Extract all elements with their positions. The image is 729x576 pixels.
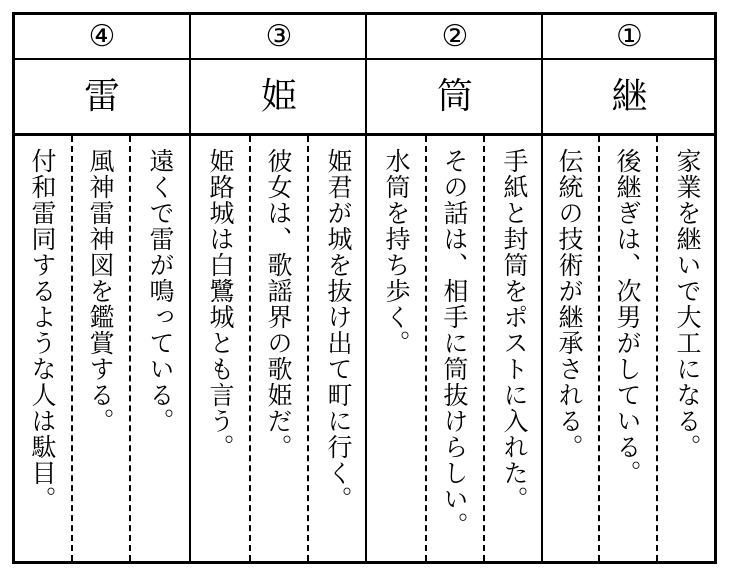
- column-number: ①: [543, 15, 716, 60]
- example-sentence-1: 家業を継いで大工になる。: [673, 148, 702, 460]
- column-3: [189, 15, 367, 561]
- example-sentence-3: 水筒を持ち歩く。: [369, 136, 427, 561]
- example-sentence-2: 後継ぎは、次男がしている。: [600, 136, 658, 561]
- example-sentences: [367, 136, 543, 561]
- column-2: [365, 15, 543, 561]
- example-sentences: [191, 136, 367, 561]
- example-sentences: [15, 136, 189, 561]
- column-kanji: 継: [543, 60, 716, 136]
- example-sentence-1: 姫君が城を抜け出て町に行く。: [324, 148, 353, 512]
- example-sentence-3: 姫路城は白鷺城とも言う。: [193, 136, 251, 561]
- example-sentence-2: 彼女は、歌謡界の歌姫だ。: [251, 136, 309, 561]
- column-kanji: 筒: [367, 60, 543, 136]
- example-sentence-3: 伝統の技術が継承される。: [542, 136, 600, 561]
- column-number: ④: [15, 15, 189, 60]
- column-kanji: 雷: [15, 60, 189, 136]
- example-sentence-3: 付和雷同するような人は駄目。: [15, 136, 73, 561]
- example-sentence-1: 遠くで雷が鳴っている。: [146, 148, 175, 434]
- column-1: [541, 15, 716, 561]
- column-4: [15, 15, 189, 561]
- example-sentence-2: 風神雷神図を鑑賞する。: [73, 136, 131, 561]
- example-sentence-2: その話は、相手に筒抜けらしい。: [427, 136, 485, 561]
- example-sentence-1: 手紙と封筒をポストに入れた。: [500, 148, 529, 512]
- example-sentences: [543, 136, 716, 561]
- column-kanji: 姫: [191, 60, 367, 136]
- column-number: ②: [367, 15, 543, 60]
- kanji-worksheet: [12, 12, 717, 564]
- column-number: ③: [191, 15, 367, 60]
